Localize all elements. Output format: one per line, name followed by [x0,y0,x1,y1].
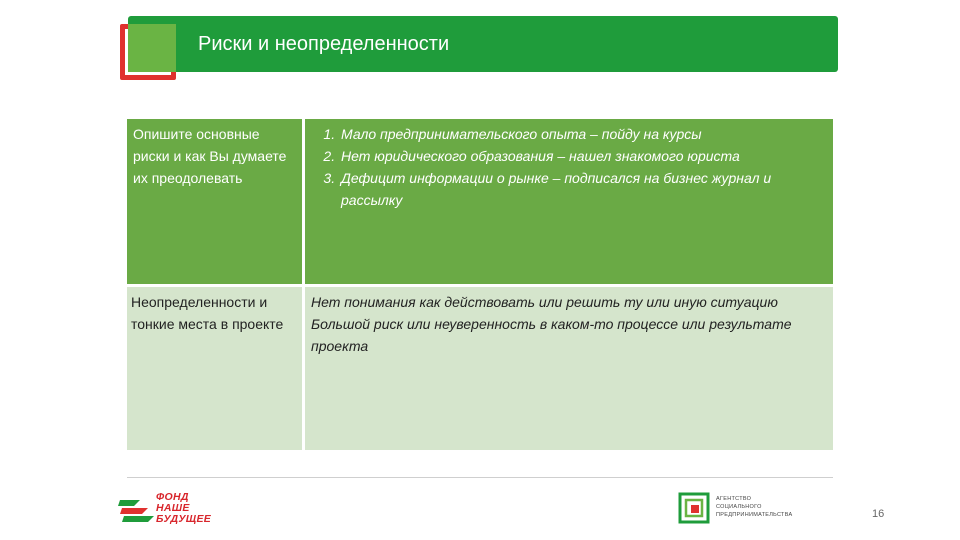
slide-header [128,16,838,72]
risk-list-cell [305,119,833,284]
agency-logo [678,492,818,528]
list-item: 1. Мало предпринимательского опыта – пойду на курсы [339,123,827,145]
fund-logo-line: БУДУЩЕЕ [156,513,212,525]
fund-logo-line: ФОНД [156,491,189,503]
agency-logo-line: ПРЕДПРИНИМАТЕЛЬСТВА [716,512,793,518]
fund-logo-text [156,492,211,525]
row-label: Неопределенности и тонкие места в проекте [127,287,302,450]
content-table [127,119,833,450]
agency-logo-text [716,495,792,519]
agency-logo-line: СОЦИАЛЬНОГО [716,504,762,510]
uncertainty-cell [305,287,833,450]
table-row [127,119,833,284]
text-line: Большой риск или неуверенность в каком-то процессе или результате проекта [311,316,792,354]
footer-divider [127,477,833,478]
agency-logo-icon [678,492,710,524]
agency-logo-line: АГЕНТСТВО [716,496,752,502]
table-row [127,287,833,450]
list-item: 2. Нет юридического образования – нашел знакомого юриста [339,145,827,167]
fund-logo-icon [118,490,156,528]
fund-logo-line: НАШЕ [156,502,190,514]
row-label: Опишите основные риски и как Вы думаете их преодолевать [127,119,302,284]
fund-logo [118,490,218,530]
text-line: Нет понимания как действовать или решить ту или иную ситуацию [311,294,778,310]
slide-title: Риски и неопределенности [198,33,450,55]
page-number: 16 [872,508,885,520]
risk-list [311,123,827,211]
decorative-green-square [128,24,176,72]
list-item: 3. Дефицит информации о рынке – подписался на бизнес журнал и рассылку [339,167,827,211]
